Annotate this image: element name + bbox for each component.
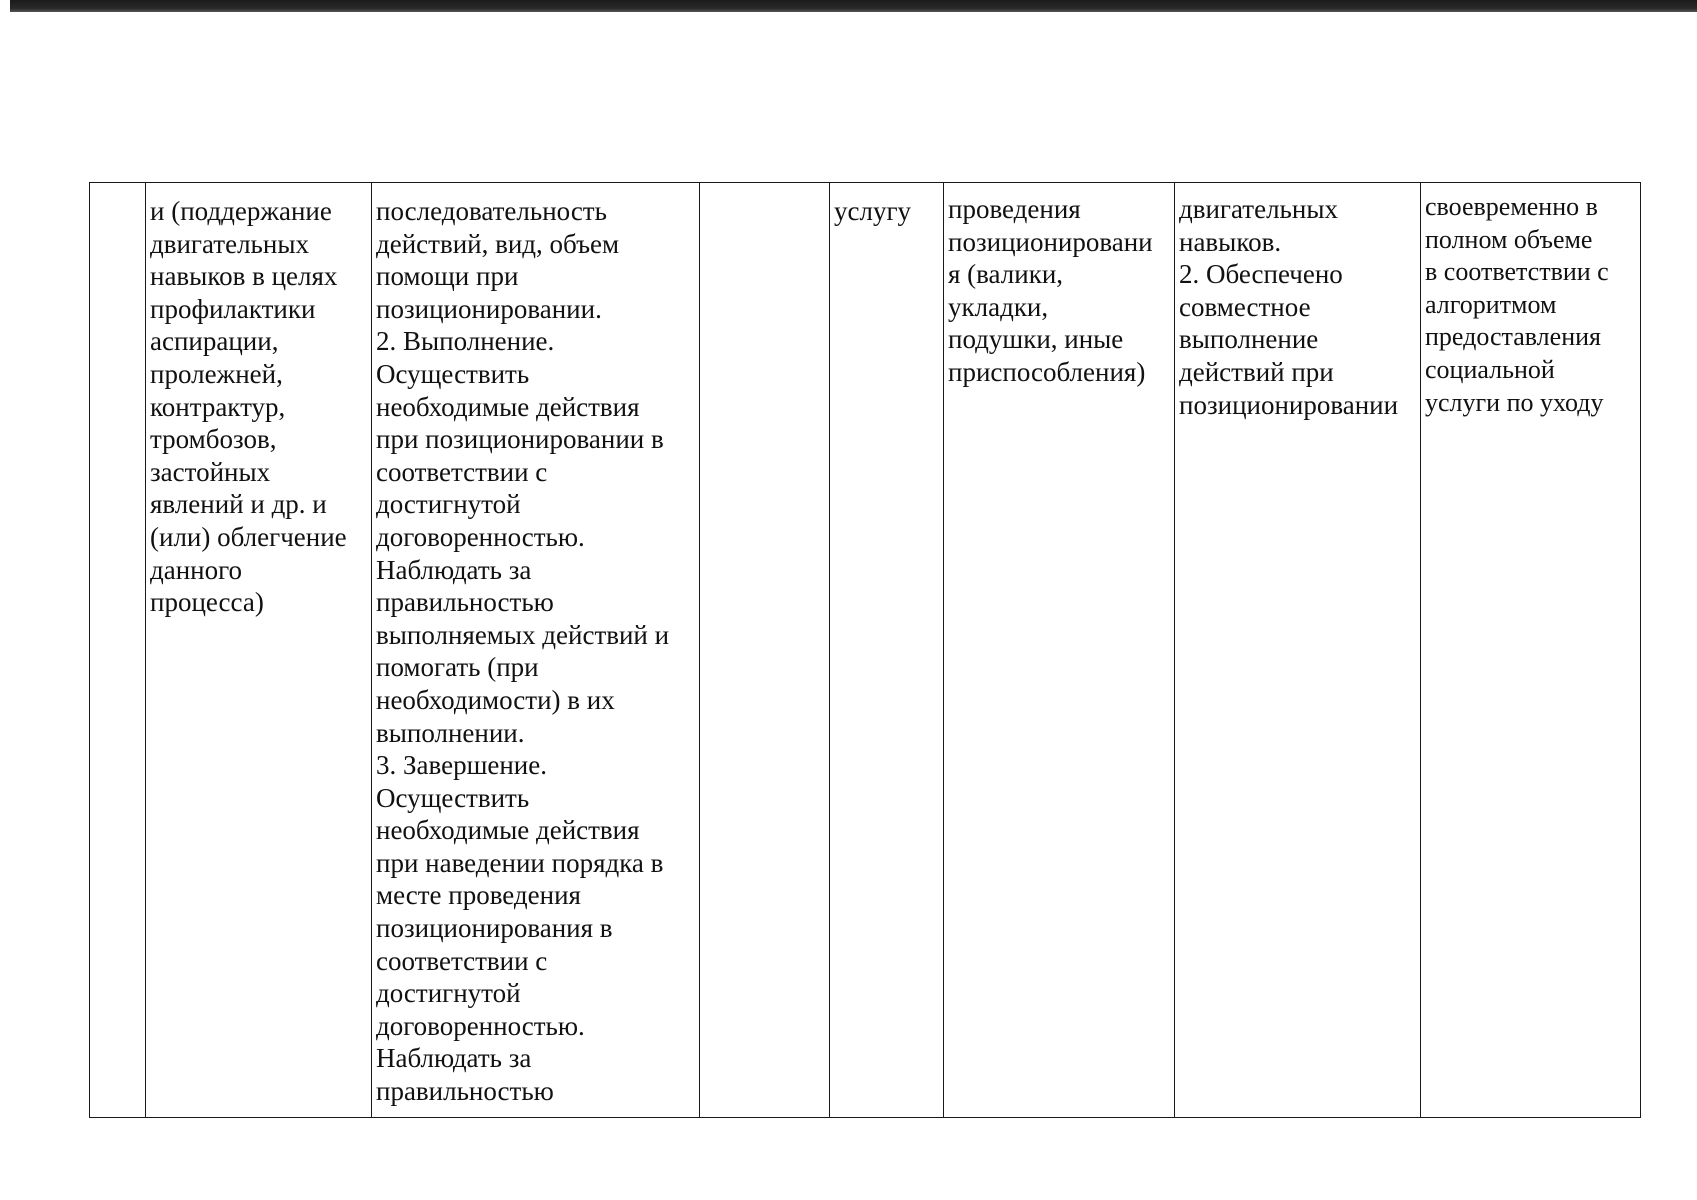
cell-procedure-steps: последовательность действий, вид, объем помощи при позиционировании. 2. Выполнение. Осуществить необходимые действия при позиционировании в соответствии с достигнутой договоренностью. Наблюдать за правильностью выполняемых действий и помогать (при необходимости) в их выполнении. 3. Завершение. Осуществить необходимые действия при наведении порядка в месте проведения позиционирования в соответствии с достигнутой договоренностью. Наблюдать за правильностью (372, 183, 700, 1118)
cell-results: двигательных навыков. 2. Обеспечено совместное выполнение действий при позиционировании (1175, 183, 1421, 1118)
cell-service-purpose: и (поддержание двигательных навыков в целях профилактики аспирации, пролежней, контрактур, тромбозов, застойных явлений и др. и (или) облегчение данного процесса) (146, 183, 372, 1118)
cell-number (90, 183, 146, 1118)
cell-empty (700, 183, 830, 1118)
cell-positioning-aids: проведения позиционировани я (валики, укладки, подушки, иные приспособления) (944, 183, 1175, 1118)
cell-service: услугу (830, 183, 944, 1118)
document-table (89, 182, 1641, 1118)
cell-quality-criteria: своевременно в полном объеме в соответствии с алгоритмом предоставления социальной услуги по уходу (1421, 183, 1641, 1118)
table-row (90, 183, 1641, 1118)
scan-top-edge (10, 0, 1697, 12)
